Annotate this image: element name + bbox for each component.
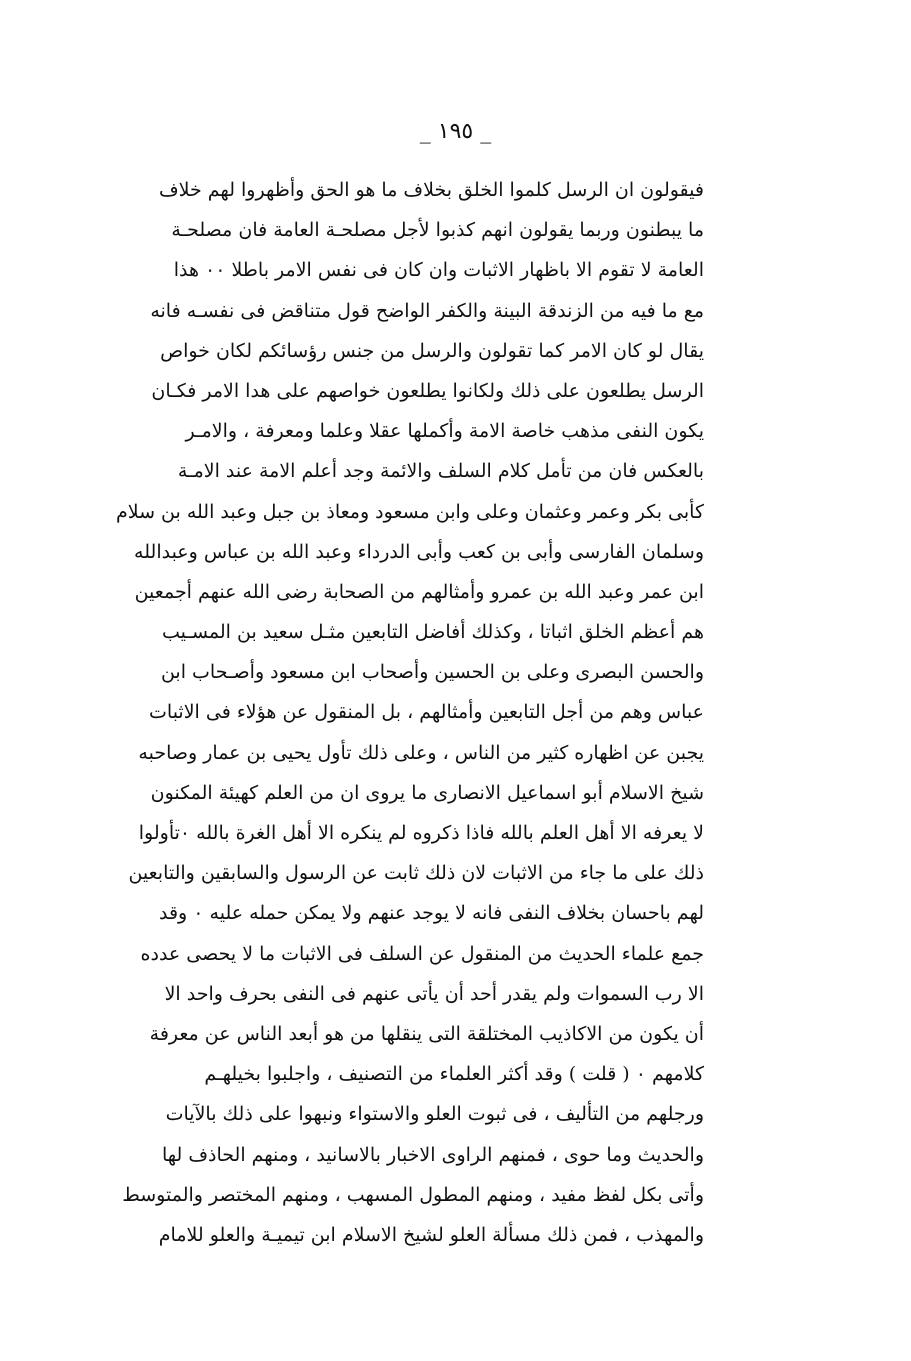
text-line: الرسل يطلعون على ذلك ولكانوا يطلعون خواصهم على هدا الامر فكـان	[151, 379, 704, 402]
text-line: ما يبطنون وربما يقولون انهم كذبوا لأجل مصلحـة العامة فان مصلحـة	[171, 219, 704, 242]
text-line: مع ما فيه من الزندقة البينة والكفر الواضح قول متناقض فى نفسـه فانه	[150, 299, 704, 322]
text-line: جمع علماء الحديث من المنقول عن السلف فى الاثبات ما لا يحصى عدده	[140, 942, 704, 965]
text-line: والحديث وما حوى ، فمنهم الراوى الاخبار بالاسانيد ، ومنهم الحاذف لها	[161, 1143, 704, 1166]
text-line: فيقولون ان الرسل كلموا الخلق بخلاف ما هو الحق وأظهروا لهم خلاف	[158, 179, 704, 201]
text-line: كأبى بكر وعمر وعثمان وعلى وابن مسعود ومعاذ بن جبل وعبد الله بن سلام	[115, 500, 704, 523]
page-number: _ ١٩٥ _	[419, 119, 492, 144]
text-line: أن يكون من الاكاذيب المختلقة التى ينقلها من هو أبعد الناس عن معرفة	[149, 1022, 704, 1045]
text-line: والمهذب ، فمن ذلك مسألة العلو لشيخ الاسلام ابن تيميـة والعلو للامام	[158, 1223, 704, 1246]
text-line: لهم باحسان بخلاف النفى فانه لا يوجد عنهم ولا يمكن حمله عليه ٠ وقد	[159, 902, 704, 925]
text-line: ابن عمر وعبد الله بن عمرو وأمثالهم من الصحابة رضى الله عنهم أجمعين	[134, 580, 704, 603]
text-line: يكون النفى مذهب خاصة الامة وأكملها عقلا وعلما ومعرفة ، والامـر	[185, 420, 704, 443]
text-line: ورجلهم من التأليف ، فى ثبوت العلو والاستواء ونبهوا على ذلك بالآيات	[165, 1103, 704, 1126]
text-line: عباس وهم من أجل التابعين وأمثالهم ، بل المنقول عن هؤلاء فى الاثبات	[149, 701, 704, 724]
text-line: وسلمان الفارسى وأبى بن كعب وأبى الدرداء وعبد الله بن عباس وعبدالله	[134, 540, 704, 563]
text-line: يجبن عن اظهاره كثير من الناس ، وعلى ذلك تأول يحيى بن عمار وصاحبه	[138, 741, 704, 764]
text-line: هم أعظم الخلق اثباتا ، وكذلك أفاضل التابعين مثـل سعيد بن المسـيب	[162, 621, 704, 644]
body-text	[115, 170, 704, 1255]
text-line: الا رب السموات ولم يقدر أحد أن يأتى عنهم فى النفى بحرف واحد الا	[164, 982, 704, 1005]
text-line: بالعكس فان من تأمل كلام السلف والائمة وجد أعلم الامة عند الامـة	[177, 460, 704, 483]
text-line: يقال لو كان الامر كما تقولون والرسل من جنس رؤسائكم لكان خواص	[160, 339, 704, 362]
text-line: كلامهم ٠ ( قلت ) وقد أكثر العلماء من التصنيف ، واجلبوا بخيلهـم	[204, 1063, 704, 1086]
text-line: وأتى بكل لفظ مفيد ، ومنهم المطول المسهب ، ومنهم المختصر والمتوسط	[122, 1183, 704, 1206]
text-line: والحسن البصرى وعلى بن الحسين وأصحاب ابن مسعود وأصـحاب ابن	[160, 661, 704, 684]
text-line: ذلك على ما جاء من الاثبات لان ذلك ثابت عن الرسول والسابقين والتابعين	[128, 862, 704, 885]
text-line: لا يعرفه الا أهل العلم بالله فاذا ذكروه لم ينكره الا أهل الغرة بالله ٠تأولوا	[138, 822, 704, 844]
text-line: شيخ الاسلام أبو اسماعيل الانصارى ما يروى ان من العلم كهيئة المكنون	[150, 781, 704, 804]
text-line: العامة لا تقوم الا باظهار الاثبات وان كان فى نفس الامر باطلا ٠٠ هذا	[173, 259, 704, 282]
